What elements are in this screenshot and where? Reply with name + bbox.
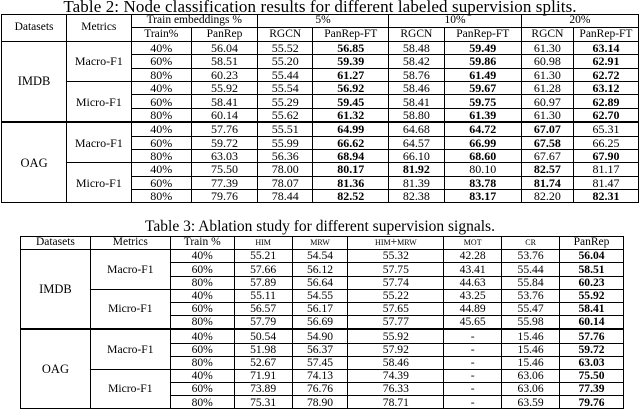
header-sub: PanRep-FT <box>573 28 638 41</box>
value-cell: 77.39 <box>560 383 624 396</box>
value-cell: 60.14 <box>191 108 257 122</box>
header-train: Train % <box>170 237 234 250</box>
value-cell: 79.76 <box>560 396 624 409</box>
value-cell: 56.57 <box>234 302 292 315</box>
train-cell: 80% <box>131 190 191 203</box>
value-cell: 78.07 <box>258 176 313 189</box>
value-cell: 42.28 <box>444 250 502 263</box>
value-cell: 63.12 <box>573 81 638 94</box>
value-cell: 15.46 <box>502 329 560 343</box>
value-cell: 63.06 <box>502 369 560 382</box>
table3-row <box>21 250 624 263</box>
value-cell: 80.10 <box>444 163 521 176</box>
dataset-cell: IMDB <box>21 250 91 330</box>
train-cell: 80% <box>131 149 191 162</box>
train-cell: 60% <box>170 383 234 396</box>
value-cell: 81.47 <box>573 176 638 189</box>
metric-cell: Macro-F1 <box>90 329 170 369</box>
value-cell: 56.37 <box>292 343 348 356</box>
value-cell: 55.44 <box>502 263 560 276</box>
value-cell: 77.39 <box>191 176 257 189</box>
value-cell: 82.20 <box>521 190 573 203</box>
value-cell: - <box>444 356 502 369</box>
value-cell: 56.17 <box>292 302 348 315</box>
value-cell: - <box>444 383 502 396</box>
value-cell: 61.27 <box>313 68 389 81</box>
train-cell: 40% <box>170 289 234 302</box>
value-cell: 56.85 <box>313 41 389 54</box>
value-cell: 51.98 <box>234 343 292 356</box>
value-cell: - <box>444 343 502 356</box>
table2-body <box>2 15 639 203</box>
value-cell: 57.76 <box>560 329 624 343</box>
header-sub: PanRep-FT <box>444 28 521 41</box>
table3-body <box>21 237 624 409</box>
value-cell: 66.25 <box>573 136 638 149</box>
value-cell: 55.98 <box>502 316 560 330</box>
header-datasets: Datasets <box>2 15 67 42</box>
value-cell: 82.57 <box>521 163 573 176</box>
value-cell: 83.17 <box>444 190 521 203</box>
value-cell: 76.33 <box>348 383 444 396</box>
value-cell: 75.50 <box>191 163 257 176</box>
value-cell: 59.86 <box>444 55 521 68</box>
header-mrw: mrw <box>292 237 348 250</box>
value-cell: 66.62 <box>313 136 389 149</box>
value-cell: 61.30 <box>521 68 573 81</box>
header-sub: PanRep <box>191 28 257 41</box>
value-cell: 64.72 <box>444 122 521 136</box>
value-cell: 67.67 <box>521 149 573 162</box>
value-cell: 56.36 <box>258 149 313 162</box>
value-cell: 61.49 <box>444 68 521 81</box>
value-cell: 57.76 <box>191 122 257 136</box>
train-cell: 40% <box>131 41 191 54</box>
value-cell: 61.30 <box>521 41 573 54</box>
value-cell: 56.69 <box>292 316 348 330</box>
value-cell: 67.58 <box>521 136 573 149</box>
value-cell: 55.11 <box>234 289 292 302</box>
value-cell: 61.39 <box>444 108 521 122</box>
header-sub: PanRep-FT <box>313 28 389 41</box>
value-cell: 81.17 <box>573 163 638 176</box>
value-cell: 64.99 <box>313 122 389 136</box>
train-cell: 80% <box>170 356 234 369</box>
value-cell: 44.63 <box>444 276 502 289</box>
value-cell: 60.98 <box>521 55 573 68</box>
value-cell: 58.41 <box>389 95 444 108</box>
value-cell: 65.31 <box>573 122 638 136</box>
train-cell: 60% <box>170 263 234 276</box>
value-cell: 60.97 <box>521 95 573 108</box>
value-cell: 55.92 <box>191 81 257 94</box>
value-cell: 80.17 <box>313 163 389 176</box>
value-cell: 82.38 <box>389 190 444 203</box>
train-cell: 40% <box>170 369 234 382</box>
train-cell: 80% <box>170 316 234 330</box>
table2-row <box>2 122 639 136</box>
train-cell: 80% <box>170 276 234 289</box>
table3-header-row <box>21 237 624 250</box>
value-cell: 58.51 <box>191 55 257 68</box>
value-cell: 62.70 <box>573 108 638 122</box>
value-cell: 54.90 <box>292 329 348 343</box>
value-cell: - <box>444 396 502 409</box>
value-cell: 56.92 <box>313 81 389 94</box>
value-cell: 81.74 <box>521 176 573 189</box>
value-cell: 83.78 <box>444 176 521 189</box>
value-cell: 55.52 <box>258 41 313 54</box>
value-cell: - <box>444 369 502 382</box>
value-cell: 67.90 <box>573 149 638 162</box>
value-cell: 59.45 <box>313 95 389 108</box>
metric-cell: Macro-F1 <box>67 41 131 81</box>
value-cell: 81.36 <box>313 176 389 189</box>
value-cell: 55.32 <box>348 250 444 263</box>
train-cell: 60% <box>170 302 234 315</box>
value-cell: 81.92 <box>389 163 444 176</box>
value-cell: 75.31 <box>234 396 292 409</box>
metric-cell: Micro-F1 <box>90 369 170 409</box>
value-cell: 60.23 <box>560 276 624 289</box>
value-cell: 76.76 <box>292 383 348 396</box>
header-datasets: Datasets <box>21 237 91 250</box>
value-cell: 53.76 <box>502 289 560 302</box>
value-cell: 58.46 <box>389 81 444 94</box>
value-cell: 66.99 <box>444 136 521 149</box>
value-cell: 63.03 <box>191 149 257 162</box>
value-cell: 68.94 <box>313 149 389 162</box>
value-cell: 55.20 <box>258 55 313 68</box>
value-cell: 78.71 <box>348 396 444 409</box>
metric-cell: Micro-F1 <box>67 81 131 122</box>
value-cell: 82.31 <box>573 190 638 203</box>
header-train-pct: Train% <box>131 28 191 41</box>
value-cell: 59.39 <box>313 55 389 68</box>
table3-row <box>21 289 624 302</box>
value-cell: 58.48 <box>389 41 444 54</box>
value-cell: 57.77 <box>348 316 444 330</box>
header-train-embeddings: Train embeddings % <box>131 15 257 28</box>
value-cell: 56.04 <box>560 250 624 263</box>
header-panrep: PanRep <box>560 237 624 250</box>
value-cell: 78.90 <box>292 396 348 409</box>
dataset-cell: IMDB <box>2 41 67 122</box>
metric-cell: Micro-F1 <box>90 289 170 329</box>
dataset-cell: OAG <box>21 329 91 409</box>
value-cell: 57.79 <box>234 316 292 330</box>
value-cell: 56.04 <box>191 41 257 54</box>
train-cell: 80% <box>131 108 191 122</box>
header-him-mrw: him+mrw <box>348 237 444 250</box>
value-cell: 78.44 <box>258 190 313 203</box>
value-cell: 61.32 <box>313 108 389 122</box>
header-sub: RGCN <box>389 28 444 41</box>
value-cell: 71.91 <box>234 369 292 382</box>
header-sub: RGCN <box>521 28 573 41</box>
value-cell: 61.30 <box>521 108 573 122</box>
value-cell: 57.75 <box>348 263 444 276</box>
train-cell: 60% <box>131 176 191 189</box>
value-cell: 60.14 <box>560 316 624 330</box>
value-cell: 55.92 <box>348 329 444 343</box>
value-cell: 55.84 <box>502 276 560 289</box>
table2-caption: Table 2: Node classification results for different labeled supervision splits. <box>63 0 577 16</box>
value-cell: 57.45 <box>292 356 348 369</box>
value-cell: 57.89 <box>234 276 292 289</box>
value-cell: 60.23 <box>191 68 257 81</box>
metric-cell: Macro-F1 <box>90 250 170 290</box>
value-cell: 59.67 <box>444 81 521 94</box>
value-cell: 75.50 <box>560 369 624 382</box>
table3-row <box>21 369 624 382</box>
header-sub: RGCN <box>258 28 313 41</box>
table2-row <box>2 81 639 94</box>
value-cell: 15.46 <box>502 356 560 369</box>
value-cell: 45.65 <box>444 316 502 330</box>
value-cell: 74.13 <box>292 369 348 382</box>
value-cell: 59.72 <box>191 136 257 149</box>
train-cell: 40% <box>131 163 191 176</box>
value-cell: 57.65 <box>348 302 444 315</box>
train-cell: 60% <box>131 95 191 108</box>
train-cell: 40% <box>131 81 191 94</box>
train-cell: 40% <box>170 250 234 263</box>
value-cell: 62.91 <box>573 55 638 68</box>
dataset-cell: OAG <box>2 122 67 203</box>
header-mot: mot <box>444 237 502 250</box>
value-cell: 74.39 <box>348 369 444 382</box>
header-group-20: 20% <box>521 15 638 28</box>
train-cell: 60% <box>131 55 191 68</box>
value-cell: 68.60 <box>444 149 521 162</box>
value-cell: 64.57 <box>389 136 444 149</box>
value-cell: 56.12 <box>292 263 348 276</box>
train-cell: 80% <box>131 68 191 81</box>
value-cell: 57.92 <box>348 343 444 356</box>
value-cell: 55.54 <box>258 81 313 94</box>
value-cell: 55.47 <box>502 302 560 315</box>
value-cell: 43.41 <box>444 263 502 276</box>
value-cell: 63.06 <box>502 383 560 396</box>
value-cell: 55.62 <box>258 108 313 122</box>
table3-caption: Table 3: Ablation study for different supervision signals. <box>145 218 495 235</box>
header-metrics: Metrics <box>67 15 131 42</box>
value-cell: 57.66 <box>234 263 292 276</box>
train-cell: 60% <box>170 343 234 356</box>
value-cell: 55.22 <box>348 289 444 302</box>
train-cell: 80% <box>170 396 234 409</box>
value-cell: 58.46 <box>348 356 444 369</box>
value-cell: 54.54 <box>292 250 348 263</box>
value-cell: 82.52 <box>313 190 389 203</box>
value-cell: 58.80 <box>389 108 444 122</box>
value-cell: 58.76 <box>389 68 444 81</box>
value-cell: 81.39 <box>389 176 444 189</box>
value-cell: 58.41 <box>191 95 257 108</box>
value-cell: 59.72 <box>560 343 624 356</box>
value-cell: 73.89 <box>234 383 292 396</box>
table2-header-row-1 <box>2 15 639 28</box>
value-cell: 59.75 <box>444 95 521 108</box>
value-cell: 55.51 <box>258 122 313 136</box>
value-cell: 55.92 <box>560 289 624 302</box>
value-cell: 62.72 <box>573 68 638 81</box>
value-cell: 79.76 <box>191 190 257 203</box>
table2 <box>1 14 639 203</box>
train-cell: 40% <box>170 329 234 343</box>
value-cell: 58.41 <box>560 302 624 315</box>
header-group-5: 5% <box>258 15 389 28</box>
table2-row <box>2 163 639 176</box>
value-cell: 55.99 <box>258 136 313 149</box>
train-cell: 60% <box>131 136 191 149</box>
header-cr: cr <box>502 237 560 250</box>
value-cell: 53.76 <box>502 250 560 263</box>
value-cell: 55.21 <box>234 250 292 263</box>
header-group-10: 10% <box>389 15 522 28</box>
value-cell: 15.46 <box>502 343 560 356</box>
value-cell: 52.67 <box>234 356 292 369</box>
value-cell: 57.74 <box>348 276 444 289</box>
value-cell: 58.51 <box>560 263 624 276</box>
value-cell: 54.55 <box>292 289 348 302</box>
header-metrics: Metrics <box>90 237 170 250</box>
value-cell: 59.49 <box>444 41 521 54</box>
value-cell: 63.14 <box>573 41 638 54</box>
value-cell: 66.10 <box>389 149 444 162</box>
value-cell: 78.00 <box>258 163 313 176</box>
metric-cell: Micro-F1 <box>67 163 131 203</box>
value-cell: 43.25 <box>444 289 502 302</box>
value-cell: 62.89 <box>573 95 638 108</box>
table2-row <box>2 41 639 54</box>
value-cell: 67.07 <box>521 122 573 136</box>
metric-cell: Macro-F1 <box>67 122 131 163</box>
value-cell: 64.68 <box>389 122 444 136</box>
value-cell: 56.64 <box>292 276 348 289</box>
value-cell: 58.42 <box>389 55 444 68</box>
value-cell: 63.03 <box>560 356 624 369</box>
value-cell: 55.29 <box>258 95 313 108</box>
train-cell: 40% <box>131 122 191 136</box>
table3 <box>20 236 624 409</box>
value-cell: 44.89 <box>444 302 502 315</box>
header-him: him <box>234 237 292 250</box>
value-cell: 63.59 <box>502 396 560 409</box>
value-cell: 50.54 <box>234 329 292 343</box>
value-cell: 61.28 <box>521 81 573 94</box>
value-cell: 55.44 <box>258 68 313 81</box>
table3-row <box>21 329 624 343</box>
value-cell: - <box>444 329 502 343</box>
